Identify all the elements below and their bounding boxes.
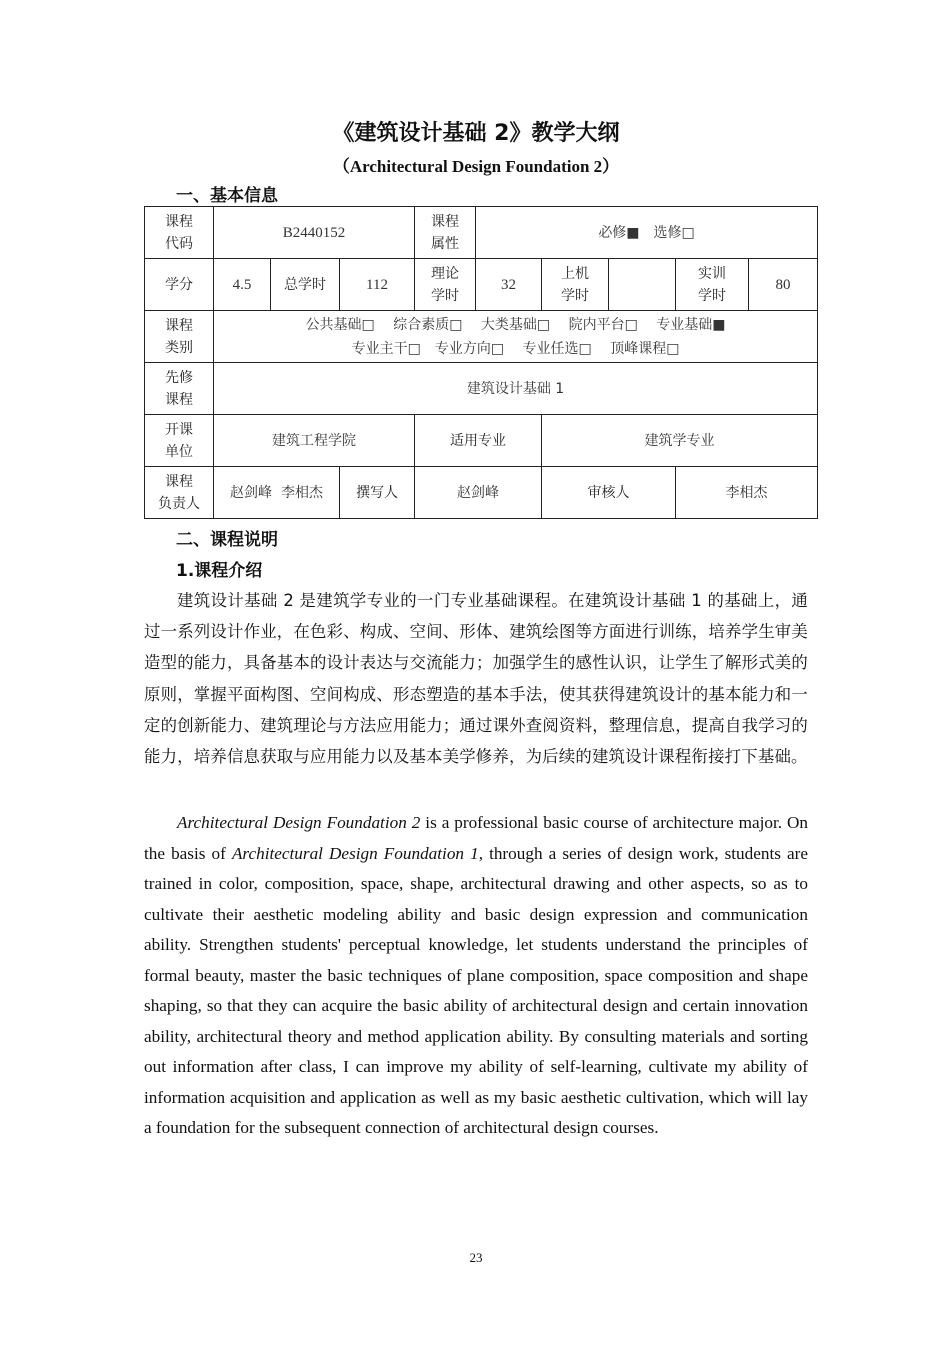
intro-paragraph-chinese: 建筑设计基础 2 是建筑学专业的一门专业基础课程。在建筑设计基础 1 的基础上，通过一系列设计作业，在色彩、构成、空间、形体、建筑绘图等方面进行训练，培养学生审美造型的能力，具备基本的设计表达与交流能力；加强学生的感性认识，让学生了解形式美的原则，掌握平面构图、空间构成、形态塑造的基本手法，使其获得建筑设计的基本能力和一定的创新能力、建筑理论与方法应用能力；通过课外查阅资料，整理信息，提高自我学习的能力，培养信息获取与应用能力以及基本美学修养，为后续的建筑设计课程衔接打下基础。 — [144, 591, 808, 767]
writer-label: 撰写人 — [340, 467, 415, 519]
page-number: 23 — [469, 1250, 483, 1265]
reviewer-label: 审核人 — [542, 467, 676, 519]
practice-hours-label: 实训 学时 — [676, 259, 749, 311]
course-code-value: B2440152 — [214, 207, 415, 259]
owner-label: 课程 负责人 — [145, 467, 214, 519]
prereq-label: 先修 课程 — [145, 363, 214, 415]
table-row — [145, 311, 818, 363]
practice-hours-value: 80 — [749, 259, 818, 311]
credit-value: 4.5 — [214, 259, 271, 311]
table-row — [145, 259, 818, 311]
prereq-value: 建筑设计基础 1 — [214, 363, 818, 415]
table-row — [145, 415, 818, 467]
course-category-value — [214, 311, 818, 363]
category-line-2: 专业主干□ 专业方向□ 专业任选□ 顶峰课程□ — [351, 340, 680, 357]
basic-info-table — [144, 206, 818, 519]
subsection-course-intro-heading: 1.课程介绍 — [176, 561, 263, 581]
credit-label: 学分 — [145, 259, 214, 311]
section-basic-info-heading: 一、基本信息 — [176, 186, 278, 206]
computer-hours-value — [609, 259, 676, 311]
intro-text-part-1: is a professional basic course of architecture major. On the basis of — [144, 813, 808, 863]
major-label: 适用专业 — [415, 415, 542, 467]
intro-text-part-2: , through a series of design work, students are trained in color, composition, space, shape, architectural drawing and other aspects, so as to cultivate their aesthetic modeling ability and basic design expression and communication ability. Strengthen students' perceptual knowledge, let students understand the principles of formal beauty, master the basic techniques of plane composition, space composition and shape shaping, so that they can acquire the basic ability of architectural design and certain innovation ability, architectural theory and method application ability. By consulting materials and sorting out information after class, I can improve my ability of self-learning, cultivate my ability of information acquisition and application as well as my basic aesthetic cultivation, which will lay a foundation for the subsequent connection of architectural design courses. — [144, 843, 808, 1137]
table-row — [145, 207, 818, 259]
intro-paragraph-english — [144, 808, 808, 1144]
course-attr-value: 必修■ 选修□ — [476, 207, 818, 259]
computer-hours-label: 上机 学时 — [542, 259, 609, 311]
writer-value: 赵剑峰 — [415, 467, 542, 519]
category-line-1: 公共基础□ 综合素质□ 大类基础□ 院内平台□ 专业基础■ — [305, 316, 726, 333]
total-hours-label: 总学时 — [271, 259, 340, 311]
owner-value: 赵剑峰 李相杰 — [214, 467, 340, 519]
course-name-italic: Architectural Design Foundation 2 — [177, 813, 421, 832]
prereq-course-name-italic: Architectural Design Foundation 1 — [231, 843, 479, 863]
unit-value: 建筑工程学院 — [214, 415, 415, 467]
total-hours-value: 112 — [340, 259, 415, 311]
course-code-label: 课程 代码 — [145, 207, 214, 259]
table-row — [145, 467, 818, 519]
course-attr-label: 课程 属性 — [415, 207, 476, 259]
major-value: 建筑学专业 — [542, 415, 818, 467]
course-category-label: 课程 类别 — [145, 311, 214, 363]
reviewer-value: 李相杰 — [676, 467, 818, 519]
section-course-description-heading: 二、课程说明 — [176, 530, 278, 550]
theory-hours-label: 理论 学时 — [415, 259, 476, 311]
unit-label: 开课 单位 — [145, 415, 214, 467]
document-subtitle: （Architectural Design Foundation 2） — [332, 157, 620, 176]
table-row — [145, 363, 818, 415]
theory-hours-value: 32 — [476, 259, 542, 311]
document-title: 《建筑设计基础 2》教学大纲 — [332, 121, 620, 146]
